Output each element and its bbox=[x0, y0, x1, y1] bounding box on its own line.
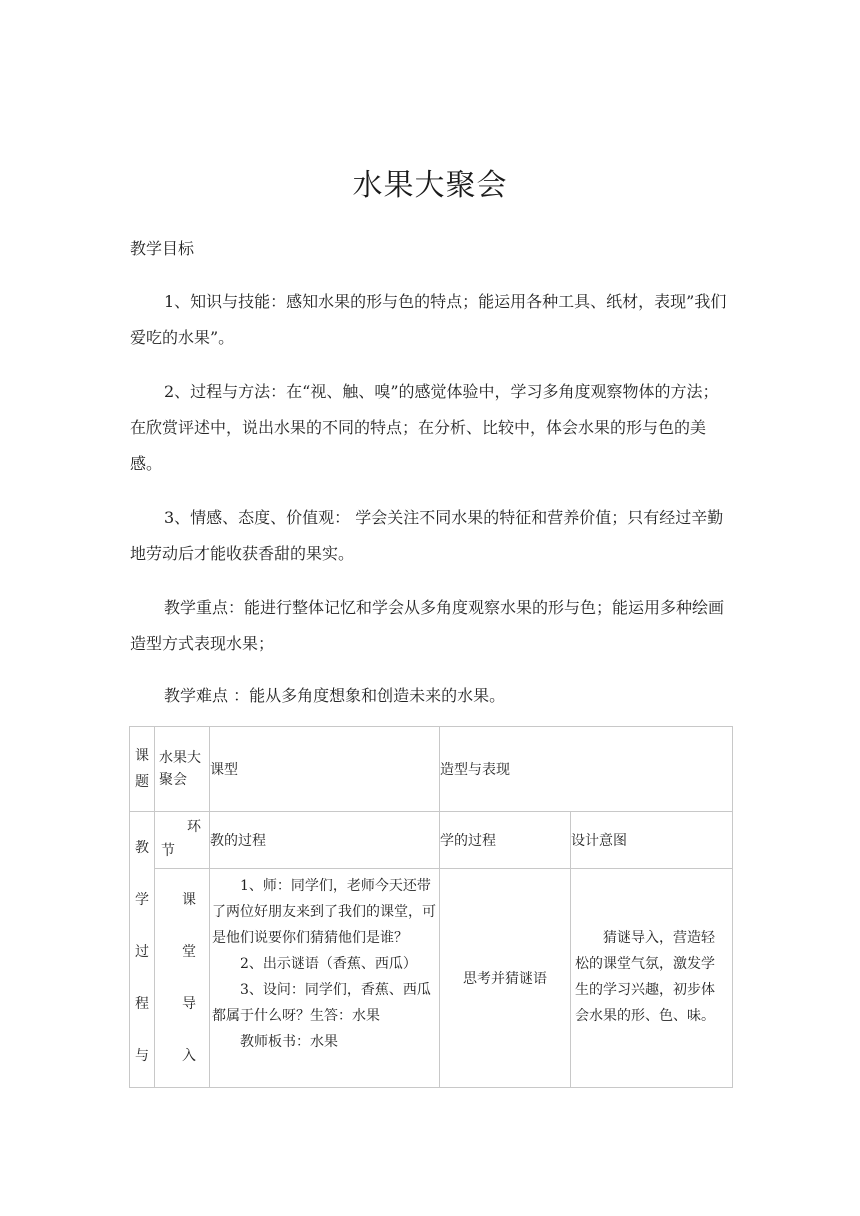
lesson-type-value: 造型与表现 bbox=[440, 727, 733, 812]
table-row bbox=[130, 727, 733, 812]
design-intent-header: 设计意图 bbox=[571, 812, 733, 869]
lesson-type-label: 课型 bbox=[210, 727, 440, 812]
topic-line: 水果大 bbox=[159, 750, 201, 766]
topic-line: 聚会 bbox=[159, 772, 187, 788]
lesson-table bbox=[129, 726, 733, 1088]
stage-cell bbox=[155, 869, 210, 1088]
learning-process-cell: 思考并猜谜语 bbox=[440, 869, 571, 1088]
section-heading: 教学目标 bbox=[130, 239, 195, 258]
teaching-step: 教师板书：水果 bbox=[240, 1034, 338, 1050]
side-char: 过 bbox=[135, 944, 149, 960]
stage-char: 导 bbox=[182, 996, 196, 1012]
stage-char: 堂 bbox=[182, 944, 196, 960]
process-side-label bbox=[130, 812, 155, 1088]
teaching-process-cell bbox=[210, 869, 440, 1088]
document-title: 水果大聚会 bbox=[352, 168, 508, 203]
design-intent-cell bbox=[571, 869, 733, 1088]
design-intent-text: 猜谜导入，营造轻松的课堂气氛，激发学生的学习兴趣，初步体会水果的形、色、味。 bbox=[575, 930, 715, 1024]
teaching-step: 1、师：同学们，老师今天还带了两位好朋友来到了我们的课堂，可是他们说要你们猜猜他们是谁？ bbox=[212, 878, 436, 946]
stage-header-char: 环 bbox=[187, 819, 201, 835]
side-char: 程 bbox=[135, 996, 149, 1012]
stage-header-cell bbox=[155, 812, 210, 869]
teaching-step: 2、出示谜语（香蕉、西瓜） bbox=[240, 956, 417, 972]
topic-cell bbox=[155, 727, 210, 812]
table-row bbox=[130, 869, 733, 1088]
side-char: 教 bbox=[135, 840, 149, 856]
teaching-step: 3、设问：同学们，香蕉、西瓜都属于什么呀？生答：水果 bbox=[212, 982, 431, 1024]
subject-label-cell bbox=[130, 727, 155, 812]
learning-process-header: 学的过程 bbox=[440, 812, 571, 869]
stage-header-char: 节 bbox=[161, 843, 175, 859]
subject-label-char: 课 bbox=[135, 748, 149, 764]
side-char: 学 bbox=[135, 892, 149, 908]
objective-emotion: 3、情感、态度、价值观： 学会关注不同水果的特征和营养价值；只有经过辛勤地劳动后才能收获香甜的果实。 bbox=[130, 508, 724, 563]
table-row bbox=[130, 812, 733, 869]
side-char: 与 bbox=[135, 1048, 149, 1064]
stage-char: 课 bbox=[182, 892, 196, 908]
teaching-key-point: 教学重点：能进行整体记忆和学会从多角度观察水果的形与色；能运用多种绘画造型方式表现水果； bbox=[130, 598, 725, 653]
stage-char: 入 bbox=[182, 1048, 196, 1064]
objective-process: 2、过程与方法：在“视、触、嗅”的感觉体验中，学习多角度观察物体的方法；在欣赏评述中，说出水果的不同的特点；在分析、比较中，体会水果的形与色的美感。 bbox=[130, 382, 719, 473]
objective-knowledge: 1、知识与技能：感知水果的形与色的特点；能运用各种工具、纸材，表现”我们爱吃的水果”。 bbox=[130, 292, 727, 347]
teaching-difficulty: 教学难点 ：能从多角度想象和创造未来的水果。 bbox=[164, 686, 506, 705]
teaching-process-header: 教的过程 bbox=[210, 812, 440, 869]
subject-label-char: 题 bbox=[135, 774, 149, 790]
